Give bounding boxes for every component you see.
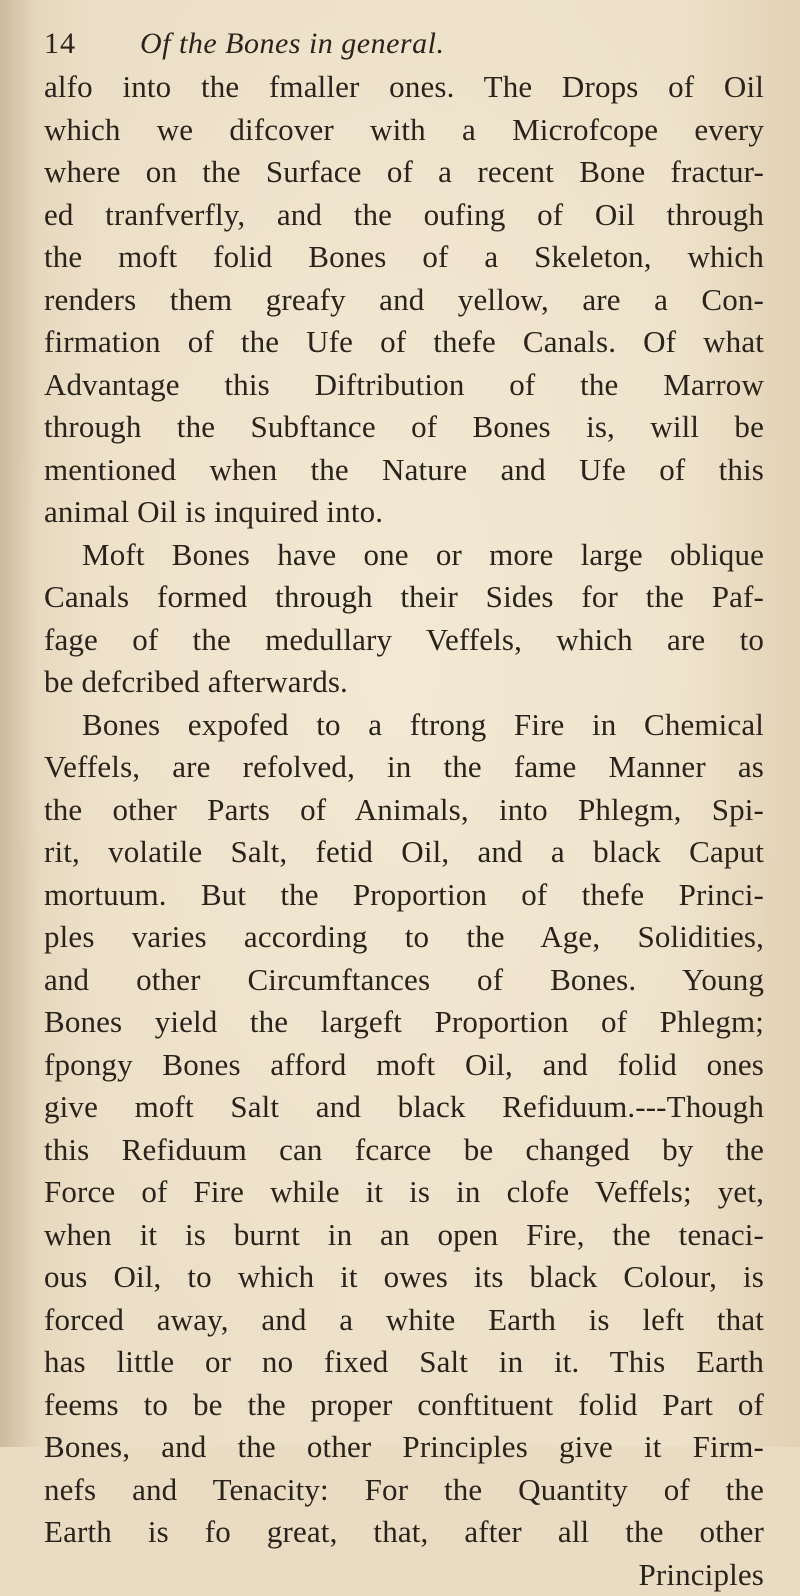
text-line: fage of the medullary Veffels, which are to [44,619,764,662]
text-line: and other Circumftances of Bones. Young [44,959,764,1002]
text-line: which we difcover with a Microfcope every [44,109,764,152]
text-line: when it is burnt in an open Fire, the tenaci- [44,1214,764,1257]
text-line: rit, volatile Salt, fetid Oil, and a black Caput [44,831,764,874]
paragraph-start-line: Moft Bones have one or more large oblique [44,534,764,577]
text-line: animal Oil is inquired into. [44,491,764,534]
text-line: mentioned when the Nature and Ufe of this [44,449,764,492]
text-line: Bones, and the other Principles give it Firm- [44,1426,764,1469]
text-line: ous Oil, to which it owes its black Colour, is [44,1256,764,1299]
running-head: Of the Bones in general. [140,22,444,66]
text-line: Earth is fo great, that, after all the other [44,1511,764,1554]
text-line: Advantage this Diftribution of the Marrow [44,364,764,407]
text-line: has little or no fixed Salt in it. This Earth [44,1341,764,1384]
text-line: alfo into the fmaller ones. The Drops of Oil [44,66,764,109]
text-line: ples varies according to the Age, Solidities, [44,916,764,959]
text-line: feems to be the proper conftituent folid Part of [44,1384,764,1427]
text-line: be defcribed afterwards. [44,661,764,704]
text-line: the moft folid Bones of a Skeleton, which [44,236,764,279]
page-header [44,22,604,66]
text-line: ed tranfverfly, and the oufing of Oil through [44,194,764,237]
body-text [44,66,764,1596]
text-line: fpongy Bones afford moft Oil, and folid ones [44,1044,764,1087]
text-line: nefs and Tenacity: For the Quantity of the [44,1469,764,1512]
text-line: Bones yield the largeft Proportion of Phlegm; [44,1001,764,1044]
text-line: give moft Salt and black Refiduum.---Though [44,1086,764,1129]
catchword: Principles [44,1554,764,1596]
text-line: Force of Fire while it is in clofe Veffels; yet, [44,1171,764,1214]
text-line: through the Subftance of Bones is, will be [44,406,764,449]
text-line: the other Parts of Animals, into Phlegm, Spi- [44,789,764,832]
page-number: 14 [44,22,76,66]
text-line: mortuum. But the Proportion of thefe Princi- [44,874,764,917]
text-line: renders them greafy and yellow, are a Con- [44,279,764,322]
text-line: where on the Surface of a recent Bone fractur- [44,151,764,194]
text-line: this Refiduum can fcarce be changed by the [44,1129,764,1172]
text-line: firmation of the Ufe of thefe Canals. Of what [44,321,764,364]
spine-shadow [0,0,38,1447]
text-line: Canals formed through their Sides for the Paf- [44,576,764,619]
paragraph-start-line: Bones expofed to a ftrong Fire in Chemical [44,704,764,747]
text-line: forced away, and a white Earth is left that [44,1299,764,1342]
text-line: Veffels, are refolved, in the fame Manner as [44,746,764,789]
